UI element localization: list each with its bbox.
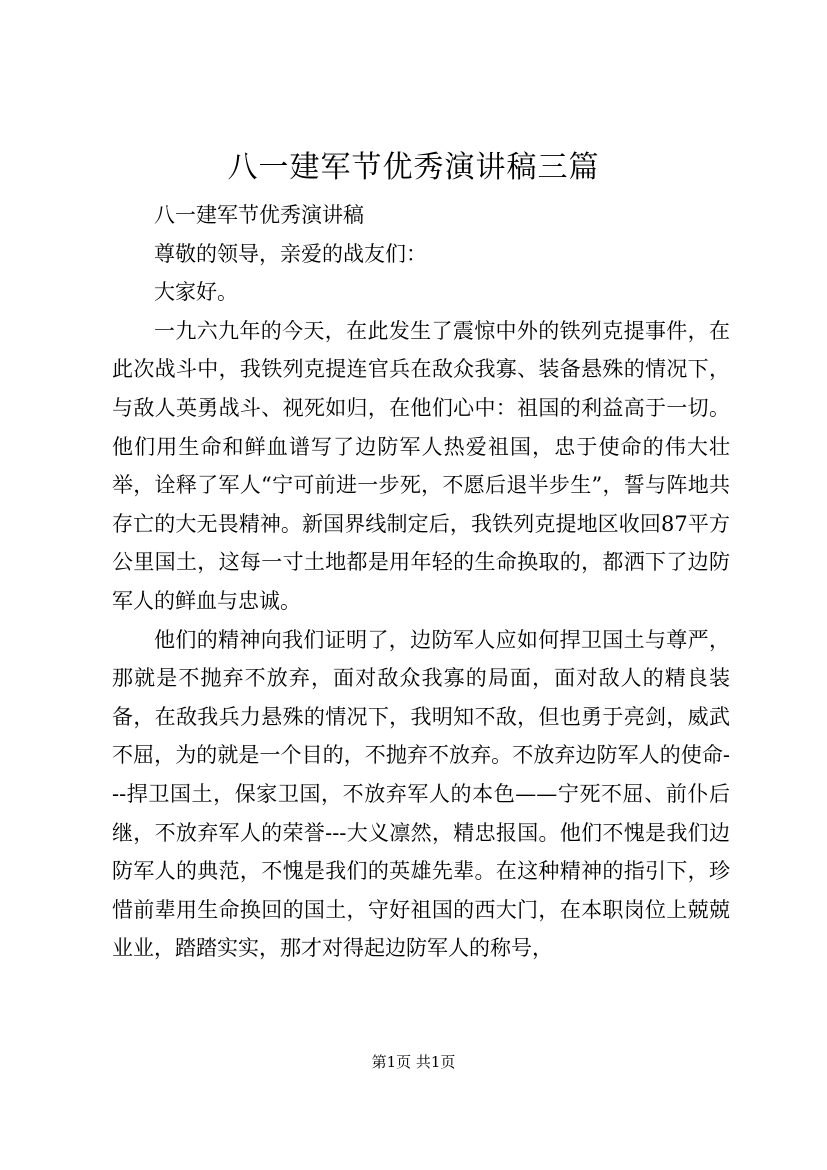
document-body [112,196,730,968]
paragraph-salutation: 尊敬的领导，亲爱的战友们： [154,241,427,266]
paragraph-event: 一九六九年的今天，在此发生了震惊中外的铁列克提事件，在此次战斗中，我铁列克提连官兵在敌众我寡、装备悬殊的情况下，与敌人英勇战斗、视死如归，在他们心中：祖国的利益高于一切。他们用生命和鲜血谱写了边防军人热爱祖国，忠于使命的伟大壮举，诠释了军人“宁可前进一步死，不愿后退半步生”，誓与阵地共存亡的大无畏精神。新国界线制定后，我铁列克提地区收回87平方公里国土，这每一寸土地都是用年轻的生命换取的，都洒下了边防军人的鲜血与忠诚。 [112,318,730,613]
paragraph-subtitle: 八一建军节优秀演讲稿 [154,203,364,227]
document-title: 八一建军节优秀演讲稿三篇 [227,150,600,185]
page-footer: 第1页 共1页 [371,1053,456,1071]
paragraph-spirit: 他们的精神向我们证明了，边防军人应如何捍卫国土与尊严，那就是不抛弃不放弃，面对敌众我寡的局面，面对敌人的精良装备，在敌我兵力悬殊的情况下，我明知不敌，但也勇于亮剑，威武不屈，为的就是一个目的，不抛弃不放弃。不放弃边防军人的使命---捍卫国土，保家卫国，不放弃军人的本色——宁死不屈、前仆后继，不放弃军人的荣誉---大义凛然，精忠报国。他们不愧是我们边防军人的典范，不愧是我们的英雄先辈。在这种精神的指引下，珍惜前辈用生命换回的国土，守好祖国的西大门，在本职岗位上兢兢业业，踏踏实实，那才对得起边防军人的称号， [112,627,730,961]
paragraph-greeting: 大家好。 [154,280,238,305]
